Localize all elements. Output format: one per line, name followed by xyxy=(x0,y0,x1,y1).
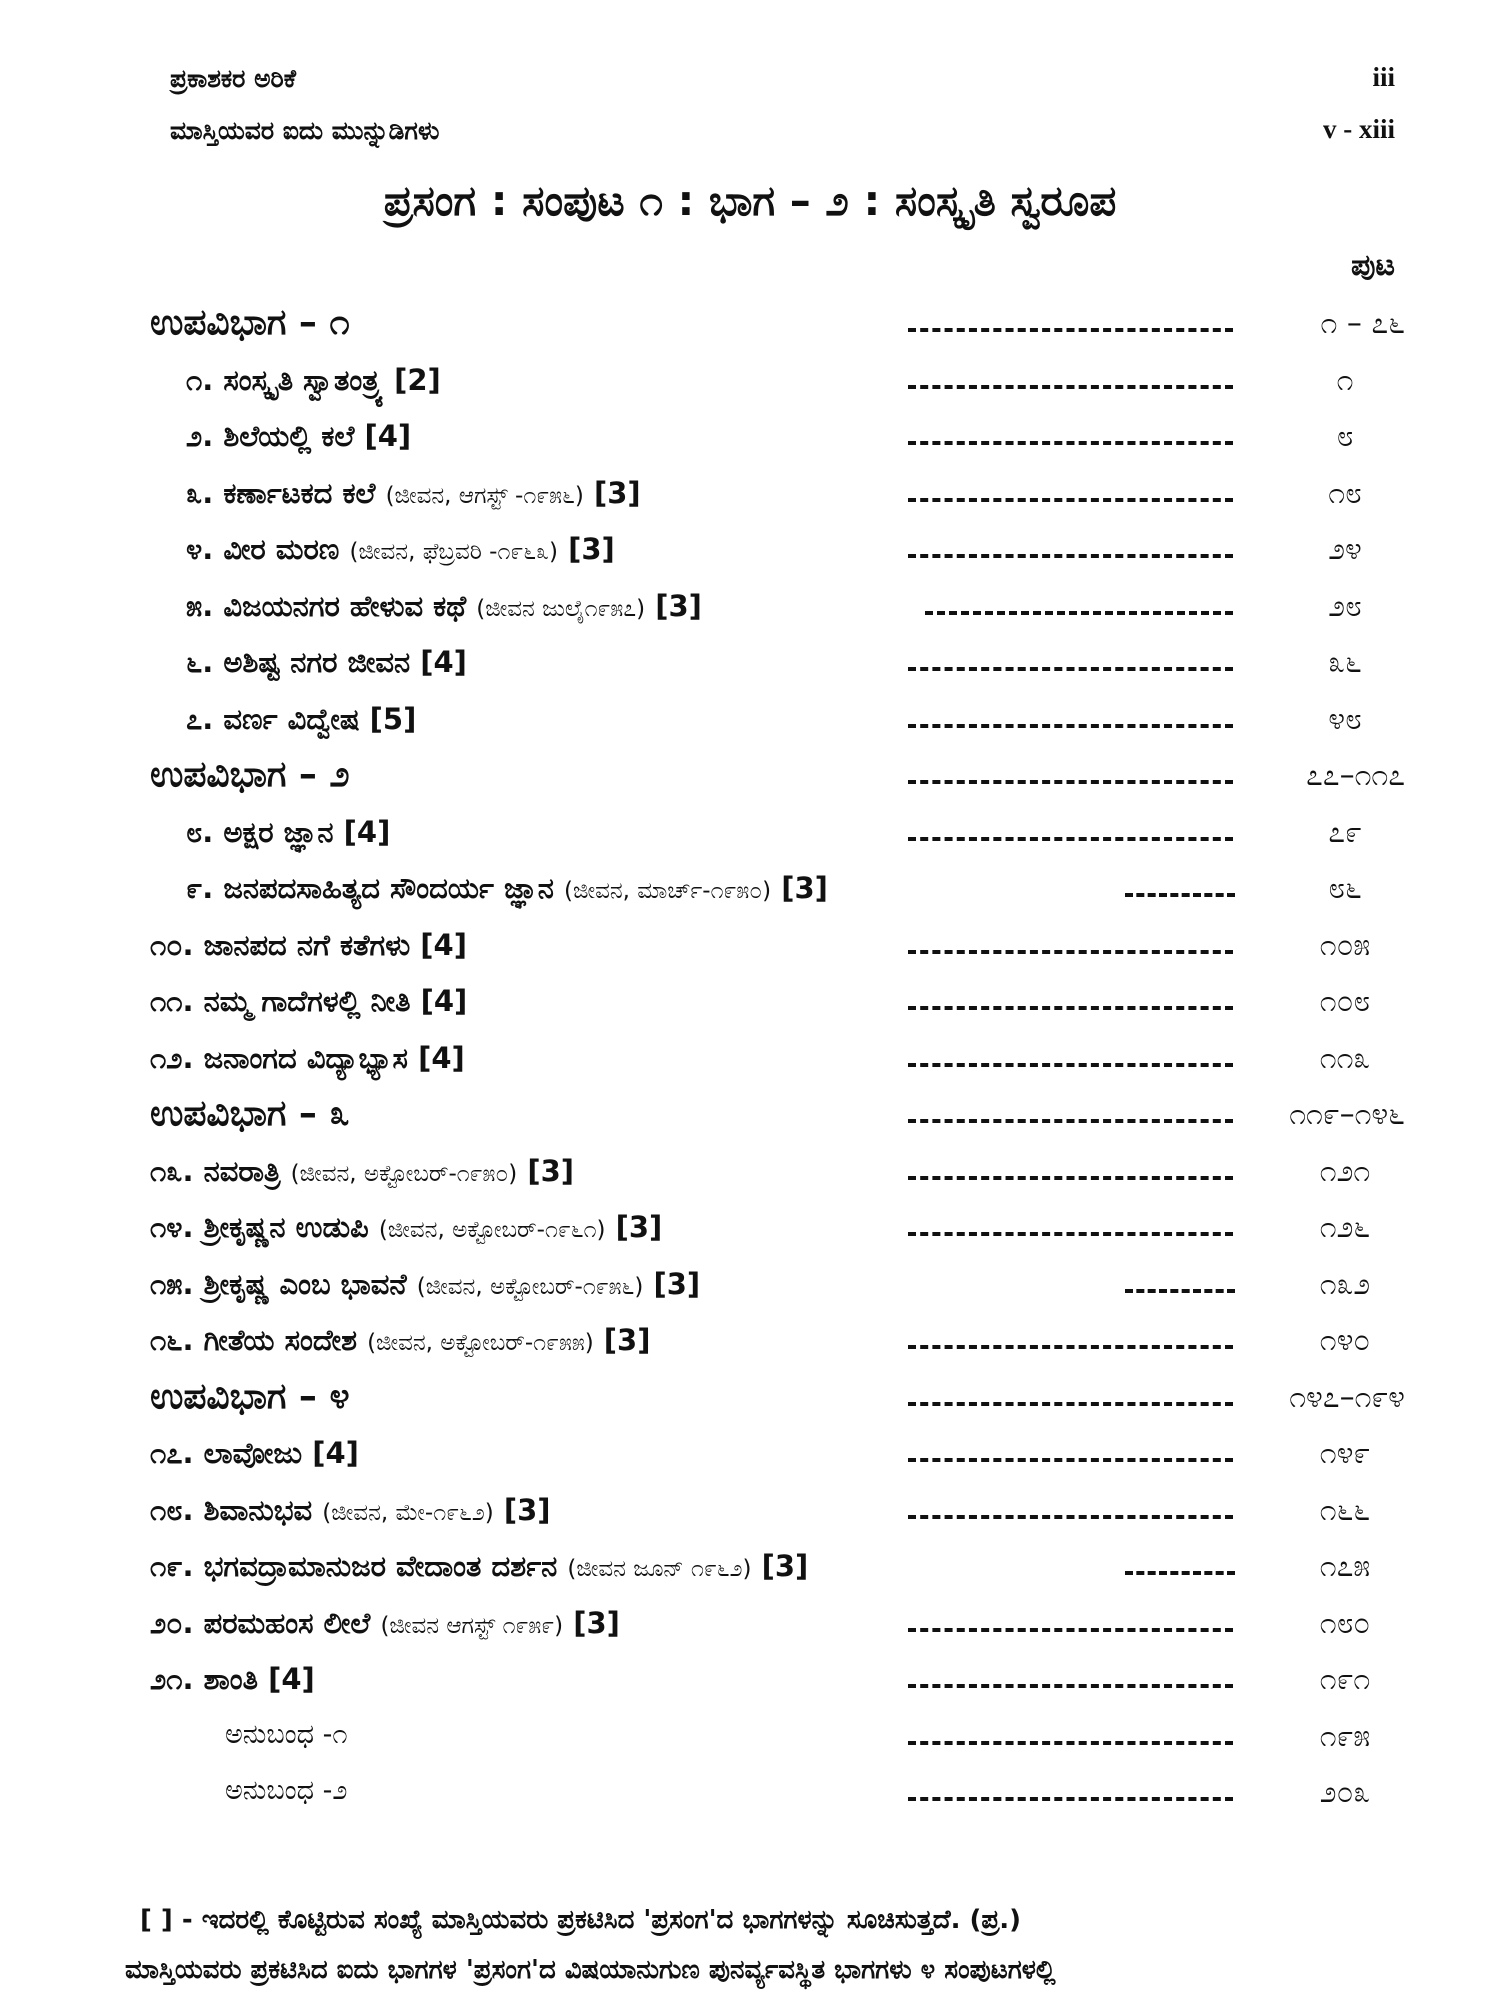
toc-item-row[interactable] xyxy=(0,1033,1500,1090)
entry-part: [3] xyxy=(593,475,641,510)
dotted-leader xyxy=(908,1006,1233,1010)
page-number: ೭೯ xyxy=(1328,814,1362,850)
toc-item-row[interactable] xyxy=(0,1428,1500,1485)
toc-entry-text xyxy=(150,1210,662,1245)
page-number: ೧೯೧ xyxy=(1319,1662,1371,1697)
entry-source: (ಜೀವನ, ಫೆಬ್ರವರಿ -೧೯೬೩) xyxy=(349,539,558,565)
entry-number: ೬. xyxy=(186,645,214,679)
dotted-leader xyxy=(908,385,1233,389)
toc-item-row[interactable] xyxy=(0,468,1500,525)
toc-entry-text xyxy=(186,419,411,454)
front-matter-publisher-note-page: iii xyxy=(1372,62,1395,92)
dotted-leader xyxy=(1125,893,1235,897)
entry-title[interactable]: ಲಾವೋಜು xyxy=(203,1436,303,1470)
page-number: ೧೦೮ xyxy=(1319,984,1371,1019)
entry-part: [4] xyxy=(420,927,467,962)
toc-entry-text xyxy=(225,1775,348,1807)
page-number: ೭೭–೧೧೭ xyxy=(1306,758,1405,793)
dotted-leader xyxy=(908,1119,1233,1123)
page-number: ೧೬೬ xyxy=(1319,1492,1371,1528)
entry-number: ೧೬. xyxy=(150,1323,194,1357)
entry-number: ೧೪. xyxy=(150,1210,194,1244)
dotted-leader xyxy=(925,611,1233,615)
entry-number: ೧೯. xyxy=(150,1549,194,1583)
entry-source: (ಜೀವನ ಆಗಸ್ಟ್ ೧೯೫೯) xyxy=(380,1612,564,1639)
dotted-leader xyxy=(908,837,1233,841)
entry-title[interactable]: ಪರಮಹಂಸ ಲೀಲೆ xyxy=(203,1605,371,1640)
toc-entry-text xyxy=(150,1436,359,1471)
entry-part: [3] xyxy=(573,1605,620,1640)
entry-title[interactable]: ಶಿಲೆಯಲ್ಲಿ ಕಲೆ xyxy=(223,419,355,453)
toc-entry-text xyxy=(186,645,467,680)
entry-part: [5] xyxy=(369,701,417,736)
dotted-leader xyxy=(908,1232,1233,1236)
toc-entry-text xyxy=(150,1549,808,1584)
footnote-line-2: ಮಾಸ್ತಿಯವರು ಪ್ರಕಟಿಸಿದ ಐದು ಭಾಗಗಳ 'ಪ್ರಸಂಗ'ದ ವಿಷಯಾನುಗುಣ ಪುನರ್ವ್ಯವಸ್ಥಿತ ಭಾಗಗಳು ೪ ಸಂಪುಟಗಳಲ್ಲಿ xyxy=(125,1955,1056,1985)
toc-entry-text xyxy=(150,754,350,796)
page-number: ೧ xyxy=(1336,362,1354,398)
toc-entry-text xyxy=(186,589,702,624)
entry-part: [3] xyxy=(503,1492,551,1527)
entry-title[interactable]: ಜನಪದಸಾಹಿತ್ಯದ ಸೌಂದರ್ಯ ಜ್ಞಾನ xyxy=(223,871,554,905)
toc-item-row[interactable] xyxy=(0,1146,1500,1203)
page-number: ೧೮೦ xyxy=(1319,1605,1371,1641)
page-number: ೮೬ xyxy=(1328,871,1362,906)
toc-entry-text xyxy=(150,1267,700,1302)
page-title: ಪ್ರಸಂಗ : ಸಂಪುಟ ೧ : ಭಾಗ – ೨ : ಸಂಸ್ಕೃತಿ ಸ್ವರೂಪ xyxy=(383,176,1117,225)
toc-section-row[interactable] xyxy=(0,750,1500,807)
page-number: ೧೯೫ xyxy=(1319,1718,1371,1754)
page-number: ೧೮ xyxy=(1328,475,1362,511)
entry-title[interactable]: ಗೀತೆಯ ಸಂದೇಶ xyxy=(203,1323,357,1357)
entry-part: [4] xyxy=(418,1040,465,1075)
entry-part: [3] xyxy=(761,1549,809,1583)
appendix-title[interactable]: ಅನುಬಂಧ -೨ xyxy=(225,1775,348,1806)
page-number: ೩೬ xyxy=(1328,645,1362,680)
toc-entry-text xyxy=(150,1493,551,1528)
toc-entry-text xyxy=(150,928,467,963)
entry-source: (ಜೀವನ, ಅಕ್ಟೋಬರ್-೧೯೫೦) xyxy=(290,1160,518,1187)
entry-part: [4] xyxy=(268,1662,315,1696)
entry-number: ೫. xyxy=(186,588,214,623)
entry-number: ೩. xyxy=(186,475,214,510)
dotted-leader xyxy=(908,1063,1233,1067)
toc-item-row[interactable] xyxy=(0,411,1500,468)
toc-entry-text xyxy=(150,1323,650,1358)
dotted-leader xyxy=(908,1741,1233,1745)
toc-item-row[interactable] xyxy=(0,1259,1500,1316)
page-number: ೧೭೫ xyxy=(1319,1549,1371,1584)
entry-title[interactable]: ಶ್ರೀಕೃಷ್ಣ ಎಂಬ ಭಾವನೆ xyxy=(203,1266,407,1301)
entry-number: ೪. xyxy=(186,532,214,566)
toc-item-row[interactable] xyxy=(0,807,1500,864)
page-number: ೧೧೯–೧೪೬ xyxy=(1289,1097,1405,1132)
page-number: ೧೧೩ xyxy=(1319,1040,1371,1076)
page-number: ೪೮ xyxy=(1328,701,1362,737)
entry-number: ೨೧. xyxy=(150,1662,194,1696)
entry-number: ೧೭. xyxy=(150,1436,194,1470)
footnote-line-1: [ ] - ಇದರಲ್ಲಿ ಕೊಟ್ಟಿರುವ ಸಂಖ್ಯೆ ಮಾಸ್ತಿಯವರು ಪ್ರಕಟಿಸಿದ 'ಪ್ರಸಂಗ'ದ ಭಾಗಗಳನ್ನು ಸೂಚಿಸುತ್ತದೆ. (ಪ್ರ.) xyxy=(140,1905,1022,1935)
section-heading[interactable]: ಉಪವಿಭಾಗ – ೧ xyxy=(150,302,350,343)
toc-appendix-row[interactable] xyxy=(0,1767,1500,1824)
entry-part: [4] xyxy=(343,814,391,849)
page-number: ೨೮ xyxy=(1328,588,1362,624)
entry-number: ೧. xyxy=(186,362,214,397)
toc-item-row[interactable] xyxy=(0,694,1500,751)
entry-title[interactable]: ವಿಜಯನಗರ ಹೇಳುವ ಕಥೆ xyxy=(223,588,467,623)
toc-item-row[interactable] xyxy=(0,1202,1500,1259)
front-matter-publisher-note: ಪ್ರಕಾಶಕರ ಅರಿಕೆ xyxy=(170,64,297,93)
dotted-leader xyxy=(1125,1289,1235,1293)
entry-part: [3] xyxy=(568,532,615,566)
entry-title[interactable]: ಕರ್ಣಾಟಕದ ಕಲೆ xyxy=(223,475,376,510)
toc-entry-text xyxy=(186,871,828,906)
entry-part: [3] xyxy=(603,1323,651,1357)
entry-number: ೧೨. xyxy=(150,1040,194,1075)
entry-source: (ಜೀವನ, ಆಗಸ್ಟ್ -೧೯೫೬) xyxy=(385,482,584,509)
entry-source: (ಜೀವನ, ಮೇ-೧೯೬೨) xyxy=(322,1499,494,1526)
toc-section-row[interactable] xyxy=(0,1089,1500,1146)
entry-part: [4] xyxy=(420,645,467,679)
front-matter-prefaces-page: v - xiii xyxy=(1323,114,1395,144)
toc-item-row[interactable] xyxy=(0,1485,1500,1542)
page-number: ೨೦೩ xyxy=(1319,1775,1371,1810)
dotted-leader xyxy=(908,1176,1233,1180)
entry-number: ೧೮. xyxy=(150,1492,194,1527)
toc-entry-text xyxy=(150,1041,465,1076)
toc-entry-text xyxy=(225,1719,348,1751)
entry-number: ೮. xyxy=(186,814,214,849)
entry-part: [3] xyxy=(615,1210,663,1244)
toc-section-row[interactable] xyxy=(0,1372,1500,1429)
toc-entry-text xyxy=(186,476,641,511)
entry-part: [3] xyxy=(527,1153,575,1188)
page-number: ೧೨೬ xyxy=(1319,1210,1371,1245)
entry-number: ೧೧. xyxy=(150,984,194,1018)
dotted-leader xyxy=(908,1797,1233,1801)
toc-item-row[interactable] xyxy=(0,920,1500,977)
entry-number: ೧೩. xyxy=(150,1153,194,1188)
page-number: ೮ xyxy=(1336,419,1354,454)
dotted-leader xyxy=(908,441,1233,445)
page-number: ೧೪೯ xyxy=(1319,1436,1371,1471)
toc-entry-text xyxy=(150,1376,350,1418)
entry-title[interactable]: ವರ್ಣ ವಿದ್ವೇಷ xyxy=(223,701,360,736)
dotted-leader xyxy=(908,554,1233,558)
dotted-leader xyxy=(908,724,1233,728)
entry-part: [3] xyxy=(655,588,702,623)
toc-item-row[interactable] xyxy=(0,524,1500,581)
page-number: ೧೦೫ xyxy=(1319,927,1371,963)
entry-part: [4] xyxy=(420,984,468,1018)
toc-entry-text xyxy=(186,702,416,737)
entry-source: (ಜೀವನ, ಅಕ್ಟೋಬರ್-೧೯೫೬) xyxy=(416,1273,644,1300)
toc-entry-text xyxy=(150,1606,620,1641)
entry-number: ೨. xyxy=(186,419,214,453)
dotted-leader xyxy=(908,1684,1233,1688)
table-of-contents xyxy=(0,298,1500,1824)
entry-title[interactable]: ನವರಾತ್ರಿ xyxy=(203,1153,281,1188)
entry-number: ೯. xyxy=(186,871,214,905)
page-column-label: ಪುಟ xyxy=(1350,248,1395,283)
front-matter-prefaces: ಮಾಸ್ತಿಯವರ ಐದು ಮುನ್ನುಡಿಗಳು xyxy=(170,116,440,145)
entry-part: [3] xyxy=(653,1266,701,1301)
entry-number: ೨೦. xyxy=(150,1605,194,1640)
page-number: ೧೩೨ xyxy=(1319,1266,1371,1302)
toc-item-row[interactable] xyxy=(0,1598,1500,1655)
toc-section-row[interactable] xyxy=(0,298,1500,355)
toc-entry-text xyxy=(186,363,441,398)
entry-title[interactable]: ವೀರ ಮರಣ xyxy=(223,532,340,566)
entry-title[interactable]: ಶಾಂತಿ xyxy=(203,1662,258,1696)
entry-number: ೭. xyxy=(186,701,214,736)
dotted-leader xyxy=(908,780,1233,784)
page-number: ೧೨೧ xyxy=(1319,1153,1371,1189)
toc-item-row[interactable] xyxy=(0,581,1500,638)
section-heading[interactable]: ಉಪವಿಭಾಗ – ೩ xyxy=(150,1093,350,1134)
entry-title[interactable]: ಭಗವದ್ರಾಮಾನುಜರ ವೇದಾಂತ ದರ್ಶನ xyxy=(203,1549,558,1583)
entry-title[interactable]: ಶ್ರೀಕೃಷ್ಣನ ಉಡುಪಿ xyxy=(203,1210,369,1244)
toc-item-row[interactable] xyxy=(0,863,1500,920)
toc-entry-text xyxy=(150,1154,574,1189)
toc-item-row[interactable] xyxy=(0,976,1500,1033)
dotted-leader xyxy=(908,950,1233,954)
entry-source: (ಜೀವನ ಜುಲೈ೧೯೫೭) xyxy=(476,595,646,622)
entry-source: (ಜೀವನ ಜೂನ್ ೧೯೬೨) xyxy=(567,1556,752,1582)
entry-part: [2] xyxy=(394,362,441,397)
entry-title[interactable]: ಸಂಸ್ಕೃತಿ ಸ್ವಾತಂತ್ರ್ಯ xyxy=(223,362,384,397)
toc-appendix-row[interactable] xyxy=(0,1711,1500,1768)
dotted-leader xyxy=(908,498,1233,502)
entry-part: [4] xyxy=(364,419,412,453)
entry-source: (ಜೀವನ, ಅಕ್ಟೋಬರ್-೧೯೬೧) xyxy=(378,1217,606,1243)
entry-part: [4] xyxy=(312,1436,359,1470)
entry-title[interactable]: ಜಾನಪದ ನಗೆ ಕತೆಗಳು xyxy=(203,927,411,962)
entry-number: ೧೦. xyxy=(150,927,194,962)
dotted-leader xyxy=(908,667,1233,671)
section-heading[interactable]: ಉಪವಿಭಾಗ – ೪ xyxy=(150,1375,350,1417)
entry-title[interactable]: ನಮ್ಮ ಗಾದೆಗಳಲ್ಲಿ ನೀತಿ xyxy=(203,984,411,1018)
toc-entry-text xyxy=(186,815,390,850)
entry-source: (ಜೀವನ, ಮಾರ್ಚ್-೧೯೫೦) xyxy=(564,878,772,904)
toc-item-row[interactable] xyxy=(0,1541,1500,1598)
entry-title[interactable]: ಶಿವಾನುಭವ xyxy=(203,1492,313,1527)
page-number: ೨೪ xyxy=(1328,532,1362,567)
entry-title[interactable]: ಅಕ್ಷರ ಜ್ಞಾನ xyxy=(223,814,334,849)
dotted-leader xyxy=(908,1458,1233,1462)
toc-item-row[interactable] xyxy=(0,1654,1500,1711)
toc-entry-text xyxy=(150,1093,350,1135)
page-number: ೧೪೦ xyxy=(1319,1323,1371,1358)
page-number: ೧ – ೭೬ xyxy=(1320,306,1405,341)
entry-title[interactable]: ಅಶಿಷ್ಟ ನಗರ ಜೀವನ xyxy=(223,645,411,679)
toc-entry-text xyxy=(150,302,350,344)
appendix-title[interactable]: ಅನುಬಂಧ -೧ xyxy=(225,1718,348,1750)
dotted-leader xyxy=(908,328,1233,332)
dotted-leader xyxy=(908,1628,1233,1632)
toc-entry-text xyxy=(150,1662,315,1697)
toc-entry-text xyxy=(150,984,467,1019)
toc-item-row[interactable] xyxy=(0,637,1500,694)
dotted-leader xyxy=(1125,1571,1235,1575)
toc-entry-text xyxy=(186,532,615,567)
toc-item-row[interactable] xyxy=(0,355,1500,412)
entry-source: (ಜೀವನ, ಅಕ್ಟೋಬರ್-೧೯೫೫) xyxy=(367,1330,594,1356)
entry-number: ೧೫. xyxy=(150,1266,194,1301)
dotted-leader xyxy=(908,1402,1233,1406)
entry-part: [3] xyxy=(781,871,828,905)
page-number: ೧೪೭–೧೯೪ xyxy=(1289,1379,1405,1415)
dotted-leader xyxy=(908,1345,1233,1349)
section-heading[interactable]: ಉಪವಿಭಾಗ – ೨ xyxy=(150,754,350,795)
dotted-leader xyxy=(908,1515,1233,1519)
entry-title[interactable]: ಜನಾಂಗದ ವಿದ್ಯಾಭ್ಯಾಸ xyxy=(203,1040,408,1075)
toc-item-row[interactable] xyxy=(0,1315,1500,1372)
